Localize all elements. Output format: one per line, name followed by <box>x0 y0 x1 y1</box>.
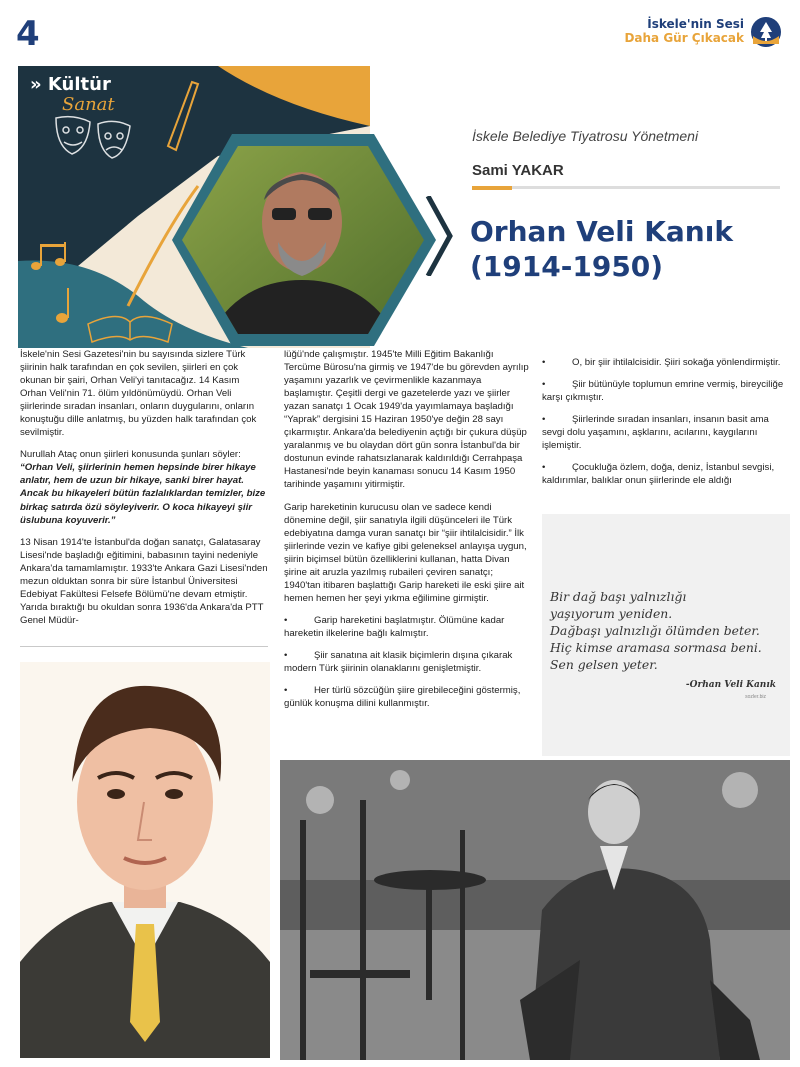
body-column-3 <box>542 356 784 496</box>
section-tag-sub: Sanat <box>62 94 115 115</box>
author-photo <box>172 130 438 350</box>
section-tag <box>30 74 111 95</box>
brand-line-1: İskele'nin Sesi <box>647 17 744 32</box>
double-chevron-icon: » <box>30 74 42 95</box>
tree-emblem-icon <box>750 16 782 48</box>
bullet-item: • Her türlü sözcüğün şiire girebileceğini göstermiş, günlük konuşma dilini kullanmıştır. <box>284 685 521 710</box>
chevron-right-icon <box>424 196 454 276</box>
poet-portrait-illustration <box>20 662 270 1058</box>
poem-line: Sen gelsen yeter. <box>550 657 658 673</box>
article-title: Orhan Veli Kanık (1914-1950) <box>470 215 733 283</box>
poem <box>550 588 788 674</box>
paragraph: 13 Nisan 1914'te İstanbul'da doğan sanatçı, Galatasaray Lisesi'nde başladığı eğitimini, babasının tayini nedeniyle Ankara'da tamamlamıştır. 1933'te Ankara Gazi Lisesi'nden mezun olduktan sonra bir süre İstanbul Üniversitesi Edebiyat Fakültesi Felsefe Bölümü'ne devam etmiştir. Yarıda bıraktığı bu okuldan sonra 1936'da Ankara'da PTT Genel Müdür- <box>20 536 268 626</box>
poem-signature: -Orhan Veli Kanık <box>685 680 776 690</box>
poem-line: Dağbaşı yalnızlığı ölümden beter. <box>550 623 760 639</box>
bullet-item: • Şiirlerinde sıradan insanları, insanın basit ama sevgi dolu yaşamını, aşklarını, acılarını, kaygılarını işlemiştir. <box>542 414 769 452</box>
divider <box>20 646 268 647</box>
body-column-1 <box>20 348 268 636</box>
section-tag-label: Kültür <box>47 74 111 95</box>
bullet-item: • Garip hareketini başlatmıştır. Ölümüne kadar hareketin ilkelerine bağlı kalmıştır. <box>284 614 505 639</box>
poem-line: yaşıyorum yeniden. <box>550 606 673 622</box>
author-name: Sami YAKAR <box>472 162 564 179</box>
bullet-item: • Şiir bütünüyle toplumun emrine vermiş, bireyciliğe karşı çıkmıştır. <box>542 379 784 404</box>
bullet-item: • Çocukluğa özlem, doğa, deniz, İstanbul sevgisi, kaldırımlar, balıklar onun şiirlerinde ele aldığı <box>542 462 775 487</box>
pull-quote: “Orhan Veli, şiirlerinin hemen hepsinde birer hikaye anlatır, hem de uzun bir hikaye, sanki birer hayat. Ancak bu hikayeleri bütün fazlalıklardan temizler, bize birkaç satırda özü söyleyiverir. O koca hikayeyi şiir üslubuna koyuverir.” <box>20 462 266 526</box>
paragraph: lüğü'nde çalışmıştır. 1945'te Milli Eğitim Bakanlığı Tercüme Bürosu'na girmiş ve 1947'de bu görevden ayrılıp yaşamını yazarlık ve çevirmenlikle kazanmaya başlamıştır. Çeşitli dergi ve gazetelerde yazı ve şiirler yazan sanatçı 1 Ocak 1949'da yayımlamaya başladığı “Yaprak” dergisini 15 Haziran 1950'ye değin 28 sayı çıkarmıştır. Ankara'da belediyenin açtığı bir çukura düşüp yaralanmış ve bu olaydan dört gün sonra İstanbul'da bir dostunun evinde rahatsızlanarak kaldırıldığı Cerrahpaşa Hastanesi'nde beyin kanaması sonucu 14 Kasım 1950 tarihinde yaşamını yitirmiştir. <box>284 349 529 491</box>
poem-line: Bir dağ başı yalnızlığı <box>550 589 687 604</box>
poem-credit: sozler.biz <box>745 694 766 700</box>
divider-accent <box>472 186 512 190</box>
divider <box>472 186 780 189</box>
masthead-brand <box>624 16 782 48</box>
paragraph: Nurullah Ataç onun şiirleri konusunda şunları söyler: <box>20 449 241 461</box>
poem-line: Hiç kimse aramasa sormasa beni. <box>550 640 762 656</box>
brand-line-2: Daha Gür Çıkacak <box>624 31 744 45</box>
page-number: 4 <box>16 14 40 54</box>
author-role: İskele Belediye Tiyatrosu Yönetmeni <box>472 128 699 144</box>
bullet-item: • Şiir sanatına ait klasik biçimlerin dışına çıkarak modern Türk şiirinin olanaklarını genişletmiştir. <box>284 649 513 675</box>
body-column-2 <box>284 348 531 719</box>
poet-cafe-photo <box>280 760 790 1060</box>
paragraph: Garip hareketinin kurucusu olan ve sadece kendi dönemine değil, şiir sanatıyla ilgili düşünceleri ile Türk edebiyatına damga vuran sanatçı bir “şiir ihtilalcisidir.” İlk şiirlerinde vezin ve kafiye gibi geleneksel anlayışa uygun, şiirin biçimsel bütün özelliklerini kullanan, hatta Divan şirine ait aruzla yazılmış rubaileri çeviren sanatçı; 1940'tan itibaren başlattığı Garip hareketi ile eski şiire ait hemen hemen her şeyi yıkma eğilimine girmiştir. <box>284 501 527 604</box>
bullet-item: • O, bir şiir ihtilalcisidir. Şiiri sokağa yönlendirmiştir. <box>542 357 781 368</box>
paragraph: İskele'nin Sesi Gazetesi'nin bu sayısında sizlere Türk şiirinin halk tarafından en çok sevilen, şiirleri en çok okunan bir şairi, Orhan Veli'yi tanıtacağız. 14 Kasım Orhan Veli'nin 71. ölüm yıldönümüydü. Orhan Veli şiirlerinde sıradan insanları, onların duygularını, onların konuştuğu dille anlatmış, bu yüzden halk tarafından çok sevilmiştir. <box>20 349 257 439</box>
poem-box <box>542 514 790 756</box>
